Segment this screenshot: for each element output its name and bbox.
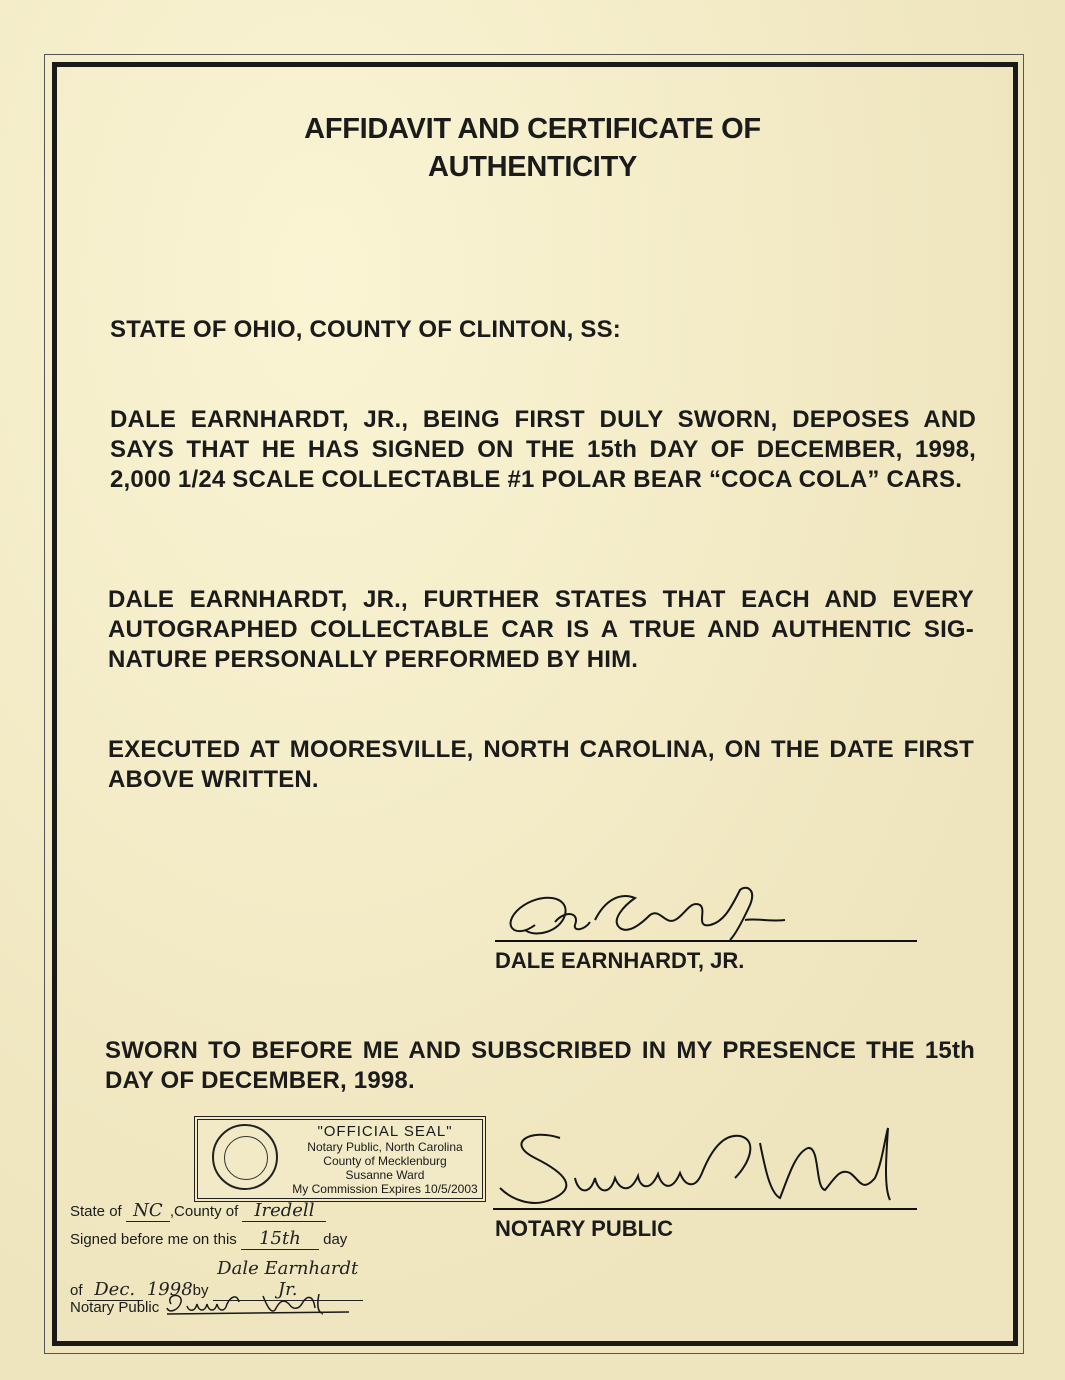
title-line-1: AFFIDAVIT AND CERTIFICATE OF: [304, 113, 761, 145]
jurat-notary-signature: [163, 1290, 353, 1316]
paragraph-execution: EXECUTED AT MOORESVILLE, NORTH CAROLINA, ON THE DATE FIRST ABOVE WRITTEN.: [108, 736, 974, 793]
venue-statement: STATE OF OHIO, COUNTY OF CLINTON, SS:: [110, 316, 621, 343]
document-title: [0, 110, 1065, 186]
notary-public-label: NOTARY PUBLIC: [495, 1216, 674, 1241]
jurat-signed-date: [70, 1228, 347, 1250]
state-value: NC: [126, 1200, 170, 1222]
county-label: ,County of: [169, 1203, 239, 1220]
notary-signature: [490, 1118, 900, 1213]
seal-line-3: Susanne Ward: [345, 1168, 425, 1182]
paragraph-sworn-before: SWORN TO BEFORE ME AND SUBSCRIBED IN MY PRESENCE THE 15th DAY OF DECEMBER, 1998.: [105, 1037, 975, 1094]
by-label: by: [192, 1282, 209, 1299]
paragraph-sworn-statement: DALE EARNHARDT, JR., BEING FIRST DULY SWORN, DEPOSES AND SAYS THAT HE HAS SIGNED ON THE 15th DAY OF DECEMBER, 1998, 2,000 1/24 SCALE COLLECTABLE #1 POLAR BEAR “COCA COLA” CARS.: [110, 406, 976, 493]
signed-label: Signed before me on this: [70, 1231, 237, 1248]
state-seal-emblem: [212, 1124, 278, 1190]
day-value: 15th: [241, 1228, 319, 1250]
title-line-2: AUTHENTICITY: [427, 151, 638, 183]
seal-text: [290, 1124, 480, 1196]
of-label: of: [70, 1282, 83, 1299]
jurat-notary: [70, 1290, 353, 1316]
day-label: day: [323, 1231, 348, 1248]
county-value: Iredell: [242, 1200, 326, 1222]
seal-heading: "OFFICIAL SEAL": [317, 1123, 453, 1140]
seal-line-4: My Commission Expires 10/5/2003: [292, 1182, 478, 1196]
month-value: Dec.: [87, 1279, 143, 1301]
notary-signature-line: [493, 1208, 917, 1210]
affiant-signature-line: [495, 940, 917, 942]
official-notary-seal: [194, 1116, 486, 1202]
seal-line-1: Notary Public, North Carolina: [307, 1140, 463, 1154]
year-value: 1998: [146, 1279, 193, 1300]
paragraph-authenticity: DALE EARNHARDT, JR., FURTHER STATES THAT EACH AND EVERY AUTOGRAPHED COLLECTABLE CAR IS A TRUE AND AUTHENTIC SIG-NATURE PERSONALLY PERFORMED BY HIM.: [108, 586, 974, 673]
state-label: State of: [70, 1203, 122, 1220]
jurat-notary-label: Notary Public: [70, 1299, 160, 1316]
by-value: Dale Earnhardt Jr.: [213, 1258, 363, 1301]
jurat-state-county: [70, 1200, 326, 1222]
seal-line-2: County of Mecklenburg: [323, 1154, 447, 1168]
affiant-name: DALE EARNHARDT, JR.: [495, 948, 745, 973]
